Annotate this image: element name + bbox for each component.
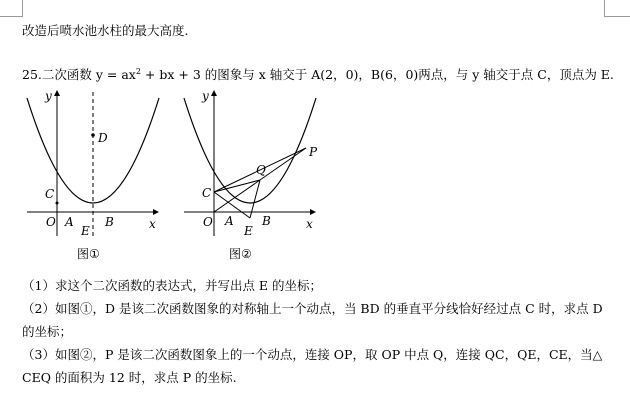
- crop-mark-right-horizontal: [604, 16, 630, 17]
- problem-stem-before: 二次函数 y = ax: [41, 67, 136, 82]
- problem-stem-exponent: 2: [135, 66, 141, 76]
- fig1-label-e: E: [81, 224, 90, 238]
- fig2-origin-label: O: [203, 215, 213, 229]
- fig2-label-a: A: [225, 214, 234, 228]
- fig2-label-b: B: [262, 214, 271, 228]
- question-1: （1）求这个二次函数的表达式，并写出点 E 的坐标；: [22, 278, 323, 293]
- problem-stem: [22, 65, 614, 83]
- fig2-x-label: x: [306, 217, 313, 231]
- fig2-label-c: C: [202, 186, 212, 200]
- fig1-y-arrow: [54, 90, 60, 96]
- fig2-caption: 图②: [229, 247, 252, 261]
- question-2-line-2: 的坐标；: [22, 324, 73, 339]
- fig2-y-label: y: [202, 89, 209, 103]
- fig2-y-arrow: [211, 90, 217, 96]
- question-2-line-1: （2）如图①，D 是该二次函数图象的对称轴上一个动点，当 BD 的垂直平分线恰好经过点 C 时，求点 D: [22, 301, 603, 316]
- figure-2: [182, 88, 342, 268]
- problem-number: 25.: [22, 67, 42, 82]
- fig1-label-c: C: [45, 187, 55, 201]
- crop-mark-left-horizontal: [0, 16, 22, 17]
- fig2-label-e: E: [244, 224, 253, 238]
- fig1-x-arrow: [153, 209, 159, 215]
- fig1-caption: 图①: [77, 247, 100, 261]
- fig2-x-arrow: [310, 209, 316, 215]
- fig1-point-d: [91, 133, 95, 137]
- problem-stem-after: + bx + 3 的图象与 x 轴交于 A(2，0)，B(6，0)两点，与 y 轴交于点 C，顶点为 E.: [140, 67, 614, 82]
- fig1-y-label: y: [45, 89, 52, 103]
- intro-line: 改造后喷水池水柱的最大高度.: [22, 23, 189, 38]
- crop-mark-left-vertical: [22, 0, 23, 17]
- fig1-x-label: x: [149, 217, 156, 231]
- fig1-origin-label: O: [46, 215, 56, 229]
- fig2-label-p: P: [309, 145, 318, 159]
- fig1-label-d: D: [98, 131, 108, 145]
- fig2-label-q: Q: [256, 163, 266, 177]
- fig1-label-b: B: [105, 215, 114, 229]
- figure-1: [25, 88, 185, 268]
- fig1-point-c: [56, 202, 59, 205]
- fig1-label-a: A: [65, 215, 74, 229]
- question-3-line-1: （3）如图②，P 是该二次函数图象上的一个动点，连接 OP，取 OP 中点 Q，连接 QC，QE，CE，当△: [22, 347, 603, 362]
- question-3-line-2: CEQ 的面积为 12 时，求点 P 的坐标.: [22, 370, 237, 385]
- crop-mark-right-vertical: [604, 0, 605, 17]
